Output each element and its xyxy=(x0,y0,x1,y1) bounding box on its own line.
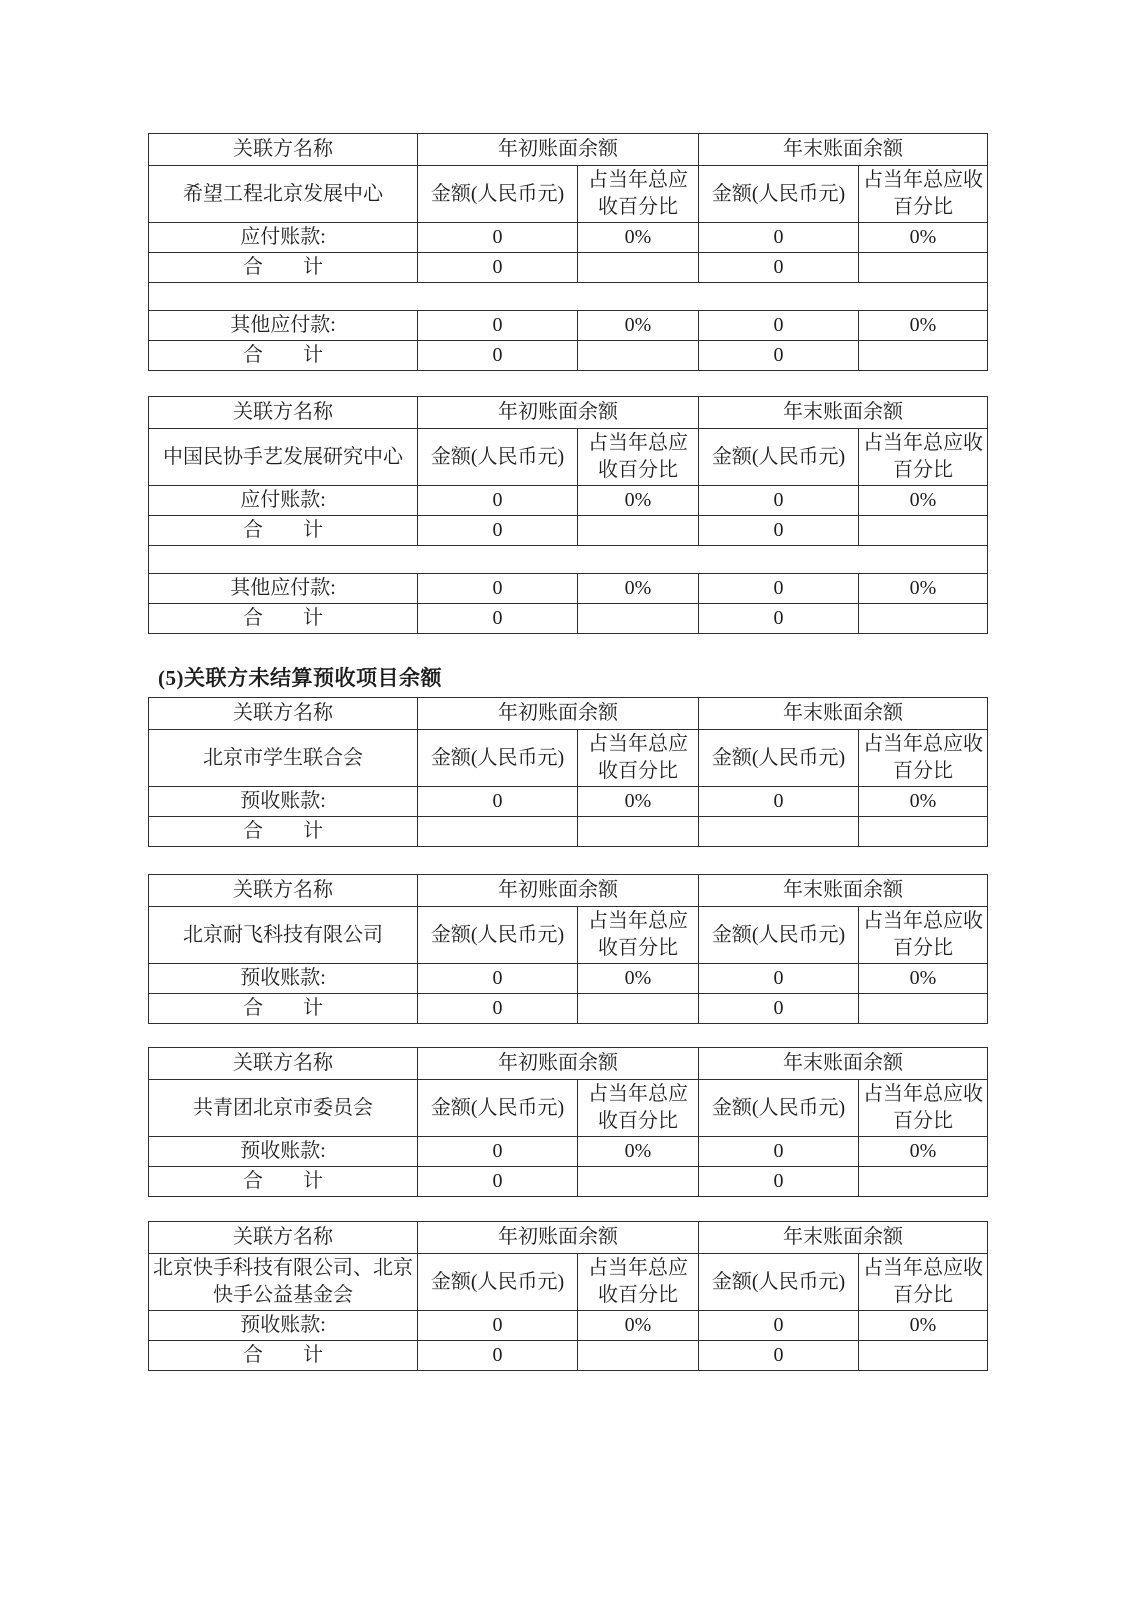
percent-header-cell: 占当年总应收百分比 xyxy=(578,1080,699,1137)
percent-cell: 0% xyxy=(859,311,988,341)
percent-cell: 0% xyxy=(859,787,988,817)
amount-cell: 0 xyxy=(418,311,578,341)
percent-header-cell: 占当年总应收百分比 xyxy=(859,429,988,486)
table-total-row xyxy=(149,604,988,634)
amount-header-cell: 金额(人民币元) xyxy=(699,1254,859,1311)
row-label-cell: 合 计 xyxy=(149,994,418,1024)
row-label-cell: 合 计 xyxy=(149,516,418,546)
amount-header-cell: 金额(人民币元) xyxy=(418,1080,578,1137)
table-total-row xyxy=(149,253,988,283)
amount-cell: 0 xyxy=(699,1341,859,1371)
percent-cell xyxy=(859,516,988,546)
amount-cell: 0 xyxy=(699,1311,859,1341)
row-label-cell: 预收账款: xyxy=(149,787,418,817)
table-header-row xyxy=(149,1048,988,1080)
table-total-row xyxy=(149,1341,988,1371)
amount-cell: 0 xyxy=(418,964,578,994)
amount-cell: 0 xyxy=(699,604,859,634)
percent-header-cell: 占当年总应收百分比 xyxy=(578,429,699,486)
amount-cell: 0 xyxy=(699,486,859,516)
percent-cell: 0% xyxy=(578,574,699,604)
amount-cell: 0 xyxy=(699,574,859,604)
row-label-cell: 合 计 xyxy=(149,253,418,283)
opening-balance-header-cell: 年初账面余额 xyxy=(418,698,699,730)
amount-cell: 0 xyxy=(418,223,578,253)
amount-cell: 0 xyxy=(699,994,859,1024)
amount-cell: 0 xyxy=(699,253,859,283)
table-row xyxy=(149,964,988,994)
percent-cell: 0% xyxy=(859,486,988,516)
party-header-cell: 关联方名称 xyxy=(149,1222,418,1254)
row-label-cell: 合 计 xyxy=(149,341,418,371)
table-row xyxy=(149,486,988,516)
table-youth-league-advances xyxy=(148,1047,988,1197)
percent-cell: 0% xyxy=(578,1137,699,1167)
table-folk-craft-center-payables xyxy=(148,396,988,634)
percent-header-cell: 占当年总应收百分比 xyxy=(578,1254,699,1311)
closing-balance-header-cell: 年末账面余额 xyxy=(699,397,988,429)
amount-cell: 0 xyxy=(418,1341,578,1371)
party-header-cell: 关联方名称 xyxy=(149,397,418,429)
percent-cell: 0% xyxy=(578,1311,699,1341)
percent-cell xyxy=(578,994,699,1024)
percent-cell xyxy=(578,253,699,283)
opening-balance-header-cell: 年初账面余额 xyxy=(418,397,699,429)
table-subheader-row xyxy=(149,1254,988,1311)
opening-balance-header-cell: 年初账面余额 xyxy=(418,134,699,166)
opening-balance-header-cell: 年初账面余额 xyxy=(418,1048,699,1080)
amount-cell: 0 xyxy=(418,516,578,546)
percent-header-cell: 占当年总应收百分比 xyxy=(859,1080,988,1137)
amount-cell: 0 xyxy=(418,1137,578,1167)
amount-cell xyxy=(699,817,859,847)
closing-balance-header-cell: 年末账面余额 xyxy=(699,1048,988,1080)
percent-header-cell: 占当年总应收百分比 xyxy=(578,907,699,964)
amount-header-cell: 金额(人民币元) xyxy=(699,429,859,486)
amount-cell: 0 xyxy=(699,341,859,371)
row-label-cell: 合 计 xyxy=(149,604,418,634)
percent-cell xyxy=(859,253,988,283)
table-total-row xyxy=(149,817,988,847)
table-subheader-row xyxy=(149,1080,988,1137)
table-header-row xyxy=(149,875,988,907)
amount-cell: 0 xyxy=(699,787,859,817)
table-row xyxy=(149,574,988,604)
amount-cell xyxy=(418,817,578,847)
table-naifei-tech-advances xyxy=(148,874,988,1024)
row-label-cell: 应付账款: xyxy=(149,223,418,253)
percent-cell xyxy=(578,1167,699,1197)
percent-cell: 0% xyxy=(578,964,699,994)
percent-cell xyxy=(859,604,988,634)
percent-cell xyxy=(859,994,988,1024)
party-header-cell: 关联方名称 xyxy=(149,134,418,166)
percent-cell xyxy=(578,1341,699,1371)
table-row xyxy=(149,1137,988,1167)
amount-header-cell: 金额(人民币元) xyxy=(418,1254,578,1311)
spacer-cell xyxy=(149,283,988,311)
row-label-cell: 应付账款: xyxy=(149,486,418,516)
row-label-cell: 其他应付款: xyxy=(149,574,418,604)
table-hope-project-payables xyxy=(148,133,988,371)
party-name-cell: 北京快手科技有限公司、北京快手公益基金会 xyxy=(149,1254,418,1311)
table-header-row xyxy=(149,698,988,730)
percent-header-cell: 占当年总应收百分比 xyxy=(578,730,699,787)
percent-cell xyxy=(578,817,699,847)
table-row xyxy=(149,1311,988,1341)
party-name-cell: 希望工程北京发展中心 xyxy=(149,166,418,223)
section-heading: (5)关联方未结算预收项目余额 xyxy=(158,666,442,690)
party-name-cell: 北京耐飞科技有限公司 xyxy=(149,907,418,964)
table-total-row xyxy=(149,994,988,1024)
percent-header-cell: 占当年总应收百分比 xyxy=(859,907,988,964)
row-label-cell: 预收账款: xyxy=(149,1137,418,1167)
row-label-cell: 合 计 xyxy=(149,1167,418,1197)
party-header-cell: 关联方名称 xyxy=(149,698,418,730)
table-subheader-row xyxy=(149,907,988,964)
amount-cell: 0 xyxy=(699,516,859,546)
closing-balance-header-cell: 年末账面余额 xyxy=(699,134,988,166)
amount-header-cell: 金额(人民币元) xyxy=(418,730,578,787)
spacer-cell xyxy=(149,546,988,574)
amount-header-cell: 金额(人民币元) xyxy=(418,166,578,223)
opening-balance-header-cell: 年初账面余额 xyxy=(418,875,699,907)
table-total-row xyxy=(149,516,988,546)
party-header-cell: 关联方名称 xyxy=(149,1048,418,1080)
closing-balance-header-cell: 年末账面余额 xyxy=(699,875,988,907)
spacer-row xyxy=(149,546,988,574)
percent-header-cell: 占当年总应收百分比 xyxy=(859,1254,988,1311)
amount-cell: 0 xyxy=(418,253,578,283)
percent-cell xyxy=(859,817,988,847)
percent-cell: 0% xyxy=(859,1311,988,1341)
table-header-row xyxy=(149,1222,988,1254)
amount-cell: 0 xyxy=(699,1167,859,1197)
table-subheader-row xyxy=(149,429,988,486)
amount-cell: 0 xyxy=(699,964,859,994)
amount-header-cell: 金额(人民币元) xyxy=(418,429,578,486)
percent-cell: 0% xyxy=(859,1137,988,1167)
percent-cell: 0% xyxy=(578,223,699,253)
amount-cell: 0 xyxy=(418,1311,578,1341)
table-total-row xyxy=(149,1167,988,1197)
amount-cell: 0 xyxy=(418,604,578,634)
percent-cell xyxy=(578,516,699,546)
percent-cell: 0% xyxy=(578,311,699,341)
percent-header-cell: 占当年总应收百分比 xyxy=(578,166,699,223)
row-label-cell: 预收账款: xyxy=(149,1311,418,1341)
amount-cell: 0 xyxy=(418,1167,578,1197)
table-total-row xyxy=(149,341,988,371)
percent-cell xyxy=(859,341,988,371)
percent-cell xyxy=(578,604,699,634)
table-header-row xyxy=(149,397,988,429)
percent-cell: 0% xyxy=(578,787,699,817)
table-row xyxy=(149,223,988,253)
party-name-cell: 共青团北京市委员会 xyxy=(149,1080,418,1137)
percent-cell xyxy=(578,341,699,371)
percent-cell: 0% xyxy=(859,223,988,253)
closing-balance-header-cell: 年末账面余额 xyxy=(699,1222,988,1254)
table-kuaishou-advances xyxy=(148,1221,988,1371)
party-header-cell: 关联方名称 xyxy=(149,875,418,907)
table-row xyxy=(149,311,988,341)
percent-header-cell: 占当年总应收百分比 xyxy=(859,730,988,787)
spacer-row xyxy=(149,283,988,311)
amount-cell: 0 xyxy=(418,341,578,371)
amount-header-cell: 金额(人民币元) xyxy=(699,1080,859,1137)
closing-balance-header-cell: 年末账面余额 xyxy=(699,698,988,730)
row-label-cell: 合 计 xyxy=(149,1341,418,1371)
opening-balance-header-cell: 年初账面余额 xyxy=(418,1222,699,1254)
amount-header-cell: 金额(人民币元) xyxy=(699,166,859,223)
amount-header-cell: 金额(人民币元) xyxy=(699,907,859,964)
percent-cell xyxy=(859,1167,988,1197)
table-header-row xyxy=(149,134,988,166)
row-label-cell: 预收账款: xyxy=(149,964,418,994)
amount-cell: 0 xyxy=(418,787,578,817)
row-label-cell: 其他应付款: xyxy=(149,311,418,341)
amount-cell: 0 xyxy=(418,486,578,516)
amount-header-cell: 金额(人民币元) xyxy=(418,907,578,964)
row-label-cell: 合 计 xyxy=(149,817,418,847)
amount-cell: 0 xyxy=(418,574,578,604)
percent-header-cell: 占当年总应收百分比 xyxy=(859,166,988,223)
amount-header-cell: 金额(人民币元) xyxy=(699,730,859,787)
percent-cell: 0% xyxy=(859,574,988,604)
table-row xyxy=(149,787,988,817)
table-subheader-row xyxy=(149,730,988,787)
percent-cell: 0% xyxy=(578,486,699,516)
party-name-cell: 中国民协手艺发展研究中心 xyxy=(149,429,418,486)
party-name-cell: 北京市学生联合会 xyxy=(149,730,418,787)
percent-cell: 0% xyxy=(859,964,988,994)
table-student-federation-advances xyxy=(148,697,988,847)
amount-cell: 0 xyxy=(699,1137,859,1167)
percent-cell xyxy=(859,1341,988,1371)
amount-cell: 0 xyxy=(699,223,859,253)
table-subheader-row xyxy=(149,166,988,223)
amount-cell: 0 xyxy=(418,994,578,1024)
amount-cell: 0 xyxy=(699,311,859,341)
